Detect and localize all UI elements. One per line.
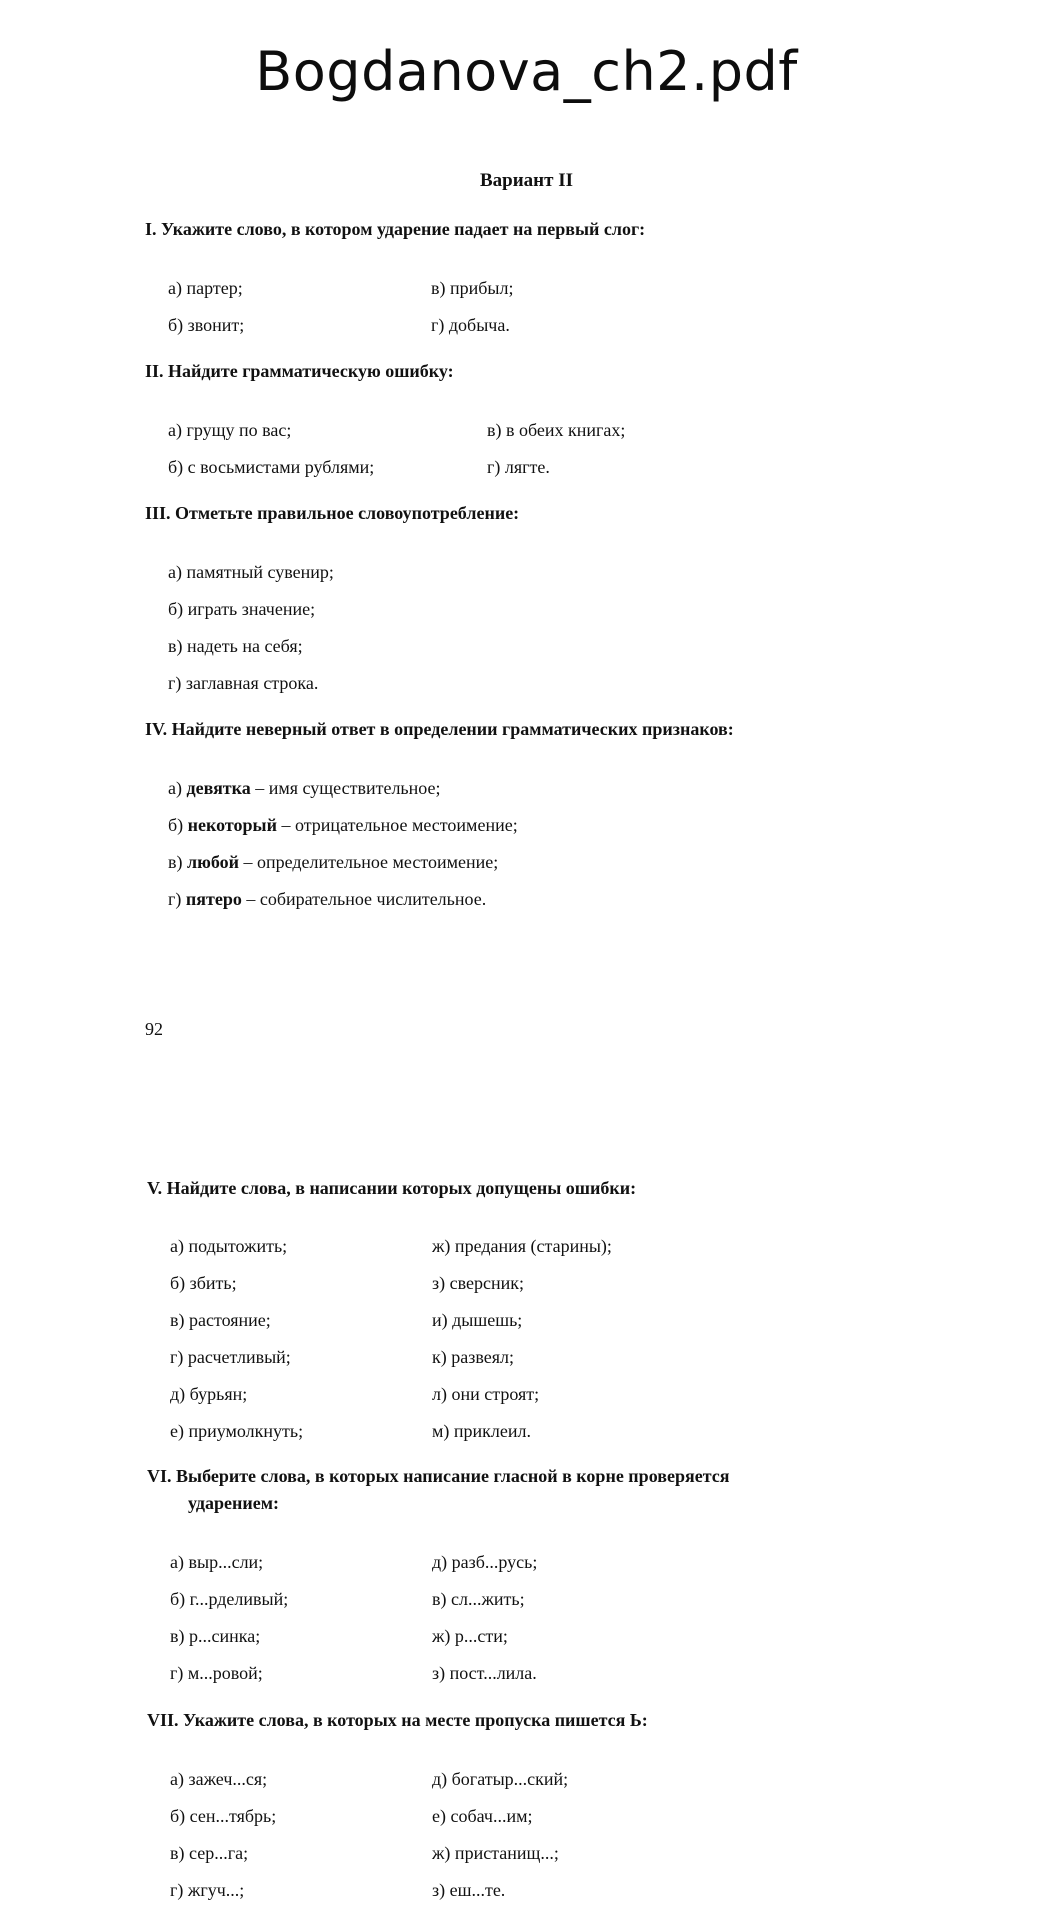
q5-option-d: д) бурьян; [170,1384,248,1404]
q4-option-b [168,814,518,836]
q2-option-g: г) лягте. [487,457,550,477]
q4-option-a [168,777,440,799]
question-7: VII. Укажите слова, в которых на месте пропуска пишется Ь: [147,1710,648,1730]
q3-option-v: в) надеть на себя; [168,636,303,656]
q5-option-v: в) растояние; [170,1310,271,1330]
option-term: пятеро [185,889,242,909]
document-title: Bogdanova_ch2.pdf [255,40,798,103]
q2-option-a: а) грущу по вас; [168,420,292,440]
q7-option-v: в) сер...га; [170,1843,249,1863]
question-5: V. Найдите слова, в написании которых допущены ошибки: [147,1178,637,1198]
q5-option-zh: ж) предания (старины); [432,1236,612,1256]
q7-option-zh: ж) пристанищ...; [432,1843,559,1863]
q4-option-g [168,888,486,910]
question-6-line-2: ударением: [188,1493,279,1513]
q3-option-a: а) памятный сувенир; [168,562,334,582]
question-4: IV. Найдите неверный ответ в определении грамматических признаков: [145,719,734,739]
q6-option-v2: в) сл...жить; [432,1589,525,1609]
q5-option-b: б) збить; [170,1273,237,1293]
q6-option-z: з) пост...лила. [432,1663,537,1683]
q6-option-g: г) м...ровой; [170,1663,263,1683]
option-text: – имя существительное; [250,778,441,798]
q6-option-d: д) разб...русь; [432,1552,538,1572]
q7-option-g: г) жгуч...; [170,1880,245,1900]
q4-option-v [168,851,498,873]
option-text: – отрицательное местоимение; [276,815,518,835]
q5-option-a: а) подытожить; [170,1236,288,1256]
q7-option-d: д) богатыр...ский; [432,1769,569,1789]
option-prefix: г) [168,889,186,909]
q5-option-l: л) они строят; [432,1384,540,1404]
q6-option-zh: ж) р...сти; [432,1626,508,1646]
q5-option-g: г) расчетливый; [170,1347,291,1367]
q5-option-e: е) приумолкнуть; [170,1421,304,1441]
q6-option-b: б) г...рделивый; [170,1589,289,1609]
q5-option-k: к) развеял; [432,1347,514,1367]
q1-option-v: в) прибыл; [431,278,514,298]
q7-option-b: б) сен...тябрь; [170,1806,277,1826]
q6-option-v: в) р...синка; [170,1626,261,1646]
q2-option-b: б) с восьмистами рублями; [168,457,375,477]
option-prefix: а) [168,778,187,798]
option-text: – определительное местоимение; [239,852,499,872]
option-term: некоторый [187,815,277,835]
question-2: II. Найдите грамматическую ошибку: [145,361,454,381]
q5-option-z: з) сверсник; [432,1273,524,1293]
option-term: девятка [186,778,251,798]
q1-option-g: г) добыча. [431,315,510,335]
question-6-line-1: VI. Выберите слова, в которых написание гласной в корне проверяется [147,1466,730,1486]
question-3: III. Отметьте правильное словоупотребление: [145,503,520,523]
q5-option-i: и) дышешь; [432,1310,523,1330]
q7-option-z: з) еш...те. [432,1880,506,1900]
option-term: любой [187,852,239,872]
q3-option-g: г) заглавная строка. [168,673,319,693]
question-1: I. Укажите слово, в котором ударение падает на первый слог: [145,219,646,239]
option-text: – собирательное числительное. [241,889,487,909]
q6-option-a: а) выр...сли; [170,1552,264,1572]
q7-option-e: е) собач...им; [432,1806,533,1826]
q2-option-v: в) в обеих книгах; [487,420,626,440]
q3-option-b: б) играть значение; [168,599,316,619]
option-prefix: в) [168,852,187,872]
q1-option-b: б) звонит; [168,315,245,335]
q7-option-a: а) зажеч...ся; [170,1769,268,1789]
page-number: 92 [145,1019,163,1039]
variant-heading: Вариант II [479,170,573,191]
q1-option-a: а) партер; [168,278,243,298]
q5-option-m: м) приклеил. [432,1421,531,1441]
option-prefix: б) [168,815,188,835]
